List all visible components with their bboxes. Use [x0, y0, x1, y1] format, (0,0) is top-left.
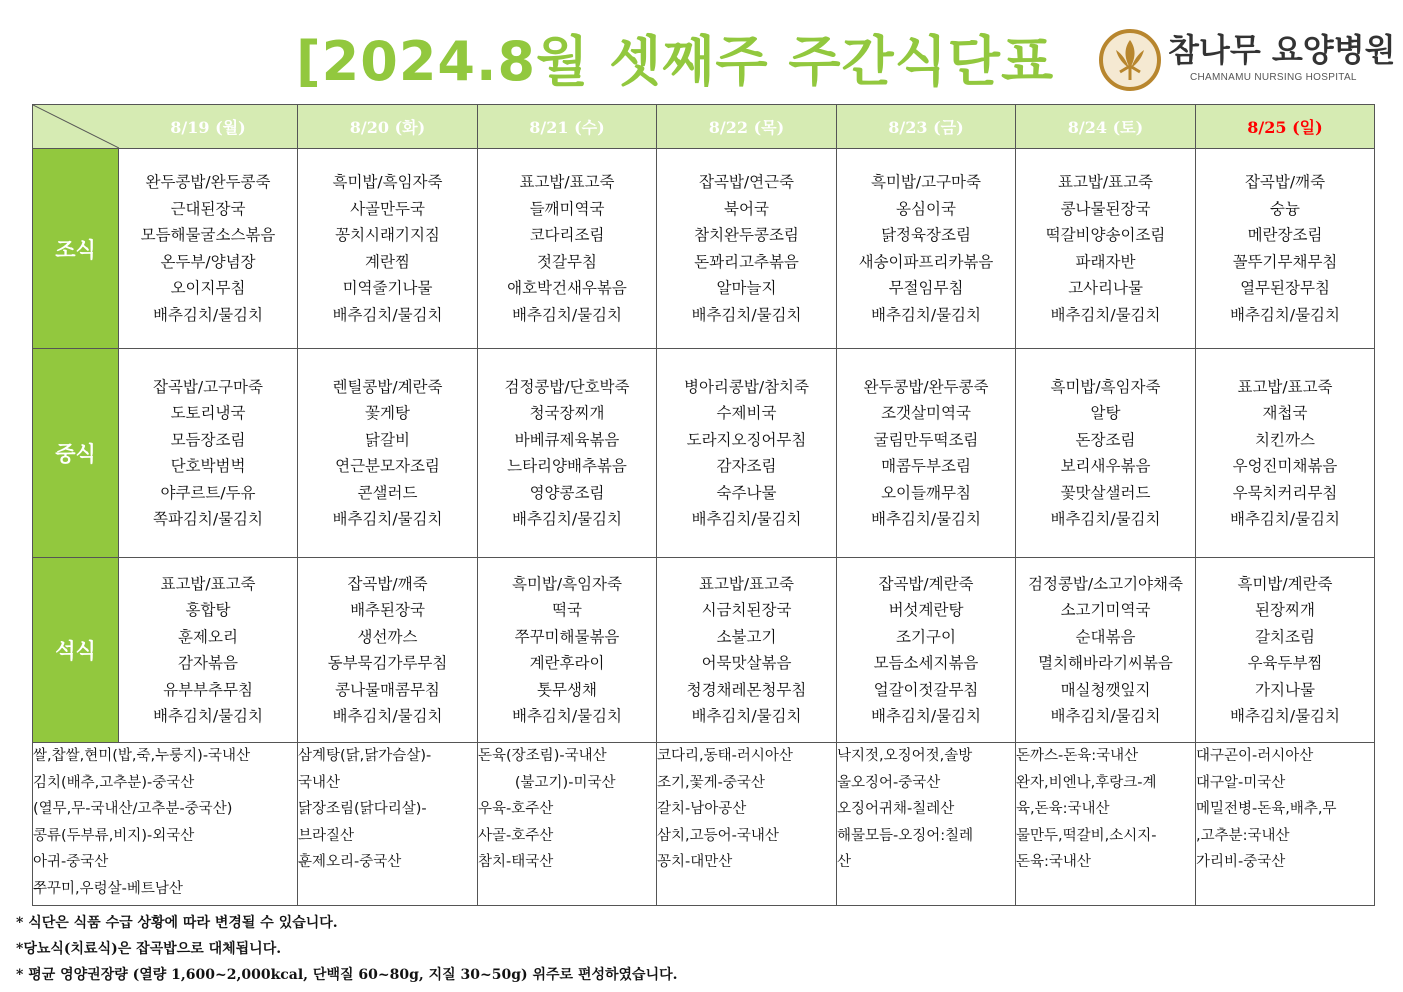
origin-line: (불고기)-미국산 — [478, 774, 616, 791]
menu-item: 재첩국 — [1262, 404, 1308, 422]
menu-item: 훈제오리 — [178, 627, 238, 646]
logo-subtitle: CHAMNAMU NURSING HOSPITAL — [1190, 72, 1357, 83]
origin-line: 돈까스-돈육:국내산 — [1016, 748, 1139, 764]
menu-item: 배추김치/물김치 — [870, 707, 982, 725]
menu-item: 바베큐제육볶음 — [514, 430, 620, 449]
menu-item: 청국장찌개 — [529, 404, 605, 422]
menu-item: 유부부추무침 — [163, 680, 253, 699]
menu-item: 완두콩밥/완두콩죽 — [863, 377, 989, 396]
menu-item: 쪽파김치/물김치 — [152, 510, 264, 528]
menu-item: 코다리조림 — [529, 226, 605, 244]
menu-cell — [837, 149, 1016, 349]
day-header-fri: 8/23 (금) — [837, 105, 1016, 149]
menu-item: 흑미밥/흑임자죽 — [332, 173, 443, 191]
menu-item: 알마늘지 — [716, 279, 777, 297]
menu-item: 매콤두부조림 — [881, 457, 971, 475]
menu-item: 완두콩밥/완두콩죽 — [145, 173, 271, 191]
menu-item: 갈치조림 — [1255, 627, 1315, 646]
origin-line: 돈육(장조림)-국내산 — [478, 748, 607, 764]
logo-name: 참나무 요양병원 — [1168, 31, 1396, 69]
menu-item: 젓갈무침 — [537, 252, 597, 271]
menu-item: 배추김치/물김치 — [1229, 707, 1341, 725]
menu-item: 들깨미역국 — [529, 199, 605, 218]
origin-line: 대구곤이-러시아산 — [1196, 748, 1314, 764]
origin-line: 육,돈육:국내산 — [1016, 801, 1110, 817]
menu-item: 배추김치/물김치 — [691, 510, 802, 528]
menu-item: 흑미밥/흑임자죽 — [1050, 377, 1161, 396]
origin-line: 쌀,찹쌀,현미(밥,죽,누룽지)-국내산 — [33, 748, 251, 764]
origin-line: 브라질산 — [298, 827, 355, 844]
menu-item: 우육두부찜 — [1247, 654, 1323, 672]
menu-cell — [478, 558, 657, 743]
menu-item: 감자조림 — [716, 457, 777, 475]
menu-item: 어묵맛살볶음 — [701, 654, 792, 672]
origin-line: 훈제오리-중국산 — [298, 854, 402, 870]
menu-item: 렌틸콩밥/계란죽 — [332, 377, 443, 396]
menu-item: 배추김치/물김치 — [1229, 510, 1341, 528]
menu-cell — [657, 149, 837, 349]
menu-item: 파래자반 — [1075, 252, 1136, 271]
menu-item: 배추김치/물김치 — [152, 707, 264, 725]
origin-cell — [1196, 743, 1375, 906]
menu-item: 수제비국 — [716, 404, 777, 422]
origin-line: ,고추분:국내산 — [1196, 827, 1290, 844]
menu-item: 꽁치시래기지짐 — [335, 226, 440, 244]
menu-item: 표고밥/표고죽 — [519, 173, 615, 191]
origin-cell — [657, 743, 837, 906]
menu-item: 메란장조림 — [1247, 226, 1323, 244]
menu-item: 미역줄기나물 — [342, 279, 433, 297]
menu-item: 배추김치/물김치 — [332, 510, 443, 528]
menu-item: 매실청깻잎지 — [1060, 680, 1151, 699]
menu-item: 배추김치/물김치 — [152, 305, 264, 324]
origin-line: 대구알-미국산 — [1196, 774, 1286, 791]
menu-item: 청경채레몬청무침 — [686, 680, 807, 699]
day-header-thu: 8/22 (목) — [657, 105, 837, 149]
lunch-row — [33, 349, 1375, 558]
menu-item: 조갯살미역국 — [881, 404, 971, 422]
menu-item: 애호박건새우볶음 — [507, 279, 627, 297]
breakfast-row — [33, 149, 1375, 349]
menu-item: 굴림만두떡조림 — [873, 430, 979, 449]
menu-item: 배추김치/물김치 — [511, 707, 623, 725]
day-header-sat: 8/24 (토) — [1016, 105, 1196, 149]
menu-item: 오이지무침 — [170, 279, 246, 297]
menu-cell — [119, 149, 298, 349]
menu-item: 우묵치커리무침 — [1232, 483, 1338, 502]
menu-item: 콘샐러드 — [357, 483, 418, 502]
menu-cell — [1016, 349, 1196, 558]
meal-label-breakfast: 조식 — [33, 149, 119, 349]
menu-item: 모듬소세지볶음 — [873, 654, 979, 672]
menu-item: 느타리양배추볶음 — [507, 457, 627, 475]
origin-line: (열무,무-국내산/고추분-중국산) — [33, 801, 233, 817]
menu-item: 배추김치/물김치 — [332, 305, 443, 324]
menu-item: 콩나물된장국 — [1060, 199, 1151, 218]
origin-line: 삼치,고등어-국내산 — [657, 827, 779, 844]
menu-cell — [478, 149, 657, 349]
day-header-wed: 8/21 (수) — [478, 105, 657, 149]
origin-line: 조기,꽃게-중국산 — [657, 774, 765, 791]
menu-item: 얼갈이젓갈무침 — [873, 680, 979, 699]
menu-item: 표고밥/표고죽 — [1057, 173, 1154, 191]
menu-cell — [657, 558, 837, 743]
menu-item: 배추김치/물김치 — [511, 305, 623, 324]
oak-leaf-logo-icon — [1098, 28, 1162, 92]
menu-item: 조기구이 — [896, 627, 956, 646]
menu-item: 배추김치/물김치 — [691, 707, 802, 725]
origin-line: 갈치-남아공산 — [657, 801, 747, 817]
origin-line: 꽁치-대만산 — [657, 854, 733, 870]
menu-item: 참치완두콩조림 — [694, 226, 799, 244]
menu-item: 야쿠르트/두유 — [160, 483, 256, 502]
origin-line: 메밀전병-돈육,배추,무 — [1196, 801, 1337, 817]
menu-item: 사골만두국 — [350, 199, 425, 218]
origin-line: 김치(배추,고추분)-중국산 — [33, 774, 195, 791]
menu-item: 생선까스 — [357, 627, 418, 646]
origin-line: 돈육:국내산 — [1016, 854, 1091, 870]
dinner-row — [33, 558, 1375, 743]
origin-line: 낙지젓,오징어젓,솔방 — [837, 748, 973, 764]
menu-item: 흑미밥/고구마죽 — [870, 173, 982, 191]
day-header-tue: 8/20 (화) — [298, 105, 478, 149]
menu-item: 무절임무침 — [888, 279, 964, 297]
origin-cell — [33, 743, 298, 906]
origin-cell — [837, 743, 1016, 906]
menu-item: 닭정육장조림 — [881, 226, 971, 244]
day-header-mon: 8/19 (월) — [119, 105, 298, 149]
menu-item: 배추김치/물김치 — [1050, 707, 1161, 725]
menu-item: 흑미밥/계란죽 — [1237, 574, 1333, 593]
menu-item: 치킨까스 — [1255, 430, 1315, 449]
menu-item: 된장찌개 — [1255, 601, 1315, 619]
menu-item: 배추김치/물김치 — [511, 510, 623, 528]
origin-line: 닭장조림(닭다리살)- — [298, 801, 427, 817]
origin-line: 우육-호주산 — [478, 801, 554, 817]
menu-item: 홍합탕 — [185, 601, 231, 619]
menu-item: 검정콩밥/단호박죽 — [504, 377, 630, 396]
menu-item: 근대된장국 — [170, 199, 246, 218]
menu-item: 배추김치/물김치 — [870, 305, 982, 324]
origin-line: 사골-호주산 — [478, 827, 554, 844]
menu-cell — [837, 558, 1016, 743]
menu-item: 배추김치/물김치 — [691, 305, 802, 324]
menu-item: 소고기미역국 — [1060, 601, 1151, 619]
menu-item: 배추김치/물김치 — [1050, 510, 1161, 528]
menu-item: 콩나물매콤무침 — [335, 680, 440, 699]
menu-item: 옹심이국 — [896, 199, 956, 218]
origin-line: 해물모듬-오징어:칠레 — [837, 827, 974, 844]
notes — [16, 910, 678, 988]
menu-cell — [478, 349, 657, 558]
menu-item: 계란후라이 — [529, 654, 605, 672]
menu-item: 숙주나물 — [716, 483, 777, 502]
menu-item: 꽃맛살샐러드 — [1060, 483, 1151, 502]
origin-line: 참치-태국산 — [478, 854, 554, 870]
menu-item: 꼴뚜기무채무침 — [1232, 252, 1338, 271]
menu-item: 배추김치/물김치 — [870, 510, 982, 528]
menu-cell — [837, 349, 1016, 558]
menu-cell — [1196, 558, 1375, 743]
menu-item: 숭늉 — [1270, 199, 1300, 218]
menu-item: 단호박범벅 — [170, 457, 246, 475]
origin-line: 가리비-중국산 — [1196, 854, 1286, 870]
menu-item: 버섯계란탕 — [888, 601, 964, 619]
menu-item: 새송이파프리카볶음 — [858, 252, 994, 271]
origin-line: 국내산 — [298, 774, 341, 791]
menu-item: 순대볶음 — [1075, 627, 1136, 646]
menu-item: 우엉진미채볶음 — [1232, 457, 1338, 475]
menu-item: 꽃게탕 — [365, 404, 410, 422]
menu-cell — [119, 558, 298, 743]
menu-item: 배추김치/물김치 — [1229, 305, 1341, 324]
menu-item: 잡곡밥/연근죽 — [698, 173, 795, 191]
menu-item: 떡갈비양송이조림 — [1045, 226, 1166, 244]
hospital-logo — [1098, 28, 1396, 92]
menu-item: 닭갈비 — [365, 430, 410, 449]
menu-cell — [657, 349, 837, 558]
menu-item: 모듬해물굴소스볶음 — [140, 226, 276, 244]
menu-item: 배추된장국 — [350, 601, 425, 619]
menu-item: 표고밥/표고죽 — [1237, 377, 1333, 396]
menu-item: 가지나물 — [1255, 680, 1315, 699]
menu-cell — [298, 558, 478, 743]
origin-line: 삼계탕(닭,닭가슴살)- — [298, 748, 432, 764]
menu-item: 연근분모자조림 — [335, 457, 440, 475]
menu-item: 오이들깨무침 — [881, 483, 971, 502]
menu-item: 잡곡밥/깨죽 — [347, 574, 428, 593]
origin-line: 코다리,동태-러시아산 — [657, 748, 793, 764]
origin-line: 콩류(두부류,비지)-외국산 — [33, 827, 195, 844]
menu-item: 톳무생채 — [537, 680, 597, 699]
menu-item: 잡곡밥/깨죽 — [1244, 173, 1326, 191]
menu-item: 쭈꾸미해물볶음 — [514, 627, 620, 646]
origin-cell — [1016, 743, 1196, 906]
meal-label-dinner: 석식 — [33, 558, 119, 743]
meal-label-lunch: 중식 — [33, 349, 119, 558]
menu-cell — [1196, 349, 1375, 558]
menu-item: 온두부/양념장 — [160, 252, 256, 271]
menu-item: 표고밥/표고죽 — [698, 574, 795, 593]
origin-line: 울오징어-중국산 — [837, 774, 941, 791]
menu-item: 검정콩밥/소고기야채죽 — [1028, 574, 1183, 593]
menu-item: 표고밥/표고죽 — [160, 574, 256, 593]
corner-cell — [33, 105, 119, 149]
menu-item: 떡국 — [552, 601, 582, 619]
menu-item: 영양콩조림 — [529, 483, 605, 502]
menu-item: 고사리나물 — [1068, 279, 1143, 297]
menu-item: 모듬장조림 — [170, 430, 246, 449]
origin-line: 물만두,떡갈비,소시지- — [1016, 827, 1157, 844]
origin-line: 쭈꾸미,우렁살-베트남산 — [33, 880, 183, 897]
menu-item: 돈꽈리고추볶음 — [694, 252, 799, 271]
menu-item: 열무된장무침 — [1240, 279, 1330, 297]
note-line: *당뇨식(치료식)은 잡곡밥으로 대체됩니다. — [16, 941, 282, 957]
menu-item: 멸치해바라기씨볶음 — [1038, 654, 1173, 672]
origin-line: 산 — [837, 854, 852, 870]
menu-cell — [119, 349, 298, 558]
menu-item: 흑미밥/흑임자죽 — [511, 574, 623, 593]
origin-line: 완자,비엔나,후랑크-계 — [1016, 774, 1157, 791]
origin-line: 오징어귀채-칠레산 — [837, 801, 955, 817]
menu-item: 잡곡밥/계란죽 — [878, 574, 974, 593]
day-header-sun: 8/25 (일) — [1196, 105, 1375, 149]
menu-item: 북어국 — [724, 199, 769, 218]
menu-item: 도라지오징어무침 — [686, 430, 807, 449]
note-line: * 식단은 식품 수급 상황에 따라 변경될 수 있습니다. — [16, 915, 338, 931]
menu-item: 배추김치/물김치 — [1050, 305, 1161, 324]
menu-item: 병아리콩밥/참치죽 — [683, 377, 809, 396]
menu-item: 잡곡밥/고구마죽 — [152, 377, 264, 396]
origin-row — [33, 743, 1375, 906]
menu-item: 알탕 — [1090, 404, 1121, 422]
origin-line: 아귀-중국산 — [33, 854, 109, 870]
menu-item: 보리새우볶음 — [1060, 457, 1151, 475]
diagonal-line — [33, 105, 119, 148]
menu-item: 소불고기 — [716, 627, 777, 646]
origin-cell — [478, 743, 657, 906]
menu-item: 동부묵김가루무침 — [327, 654, 448, 672]
day-header-row — [33, 105, 1375, 149]
menu-item: 감자볶음 — [178, 654, 238, 672]
menu-cell — [298, 149, 478, 349]
menu-cell — [1016, 149, 1196, 349]
menu-item: 도토리냉국 — [170, 404, 246, 422]
menu-item: 배추김치/물김치 — [332, 707, 443, 725]
menu-cell — [298, 349, 478, 558]
origin-cell — [298, 743, 478, 906]
note-line: * 평균 영양권장량 (열량 1,600~2,000kcal, 단백질 60~80g, 지질 30~50g) 위주로 편성하였습니다. — [16, 967, 678, 983]
weekly-menu-table — [32, 104, 1375, 906]
menu-cell — [1196, 149, 1375, 349]
page-title: [2024.8월 셋째주 주간식단표 — [296, 30, 1055, 93]
menu-item: 계란찜 — [365, 252, 410, 271]
menu-cell — [1016, 558, 1196, 743]
menu-item: 시금치된장국 — [701, 601, 792, 619]
menu-item: 돈장조림 — [1075, 430, 1136, 449]
